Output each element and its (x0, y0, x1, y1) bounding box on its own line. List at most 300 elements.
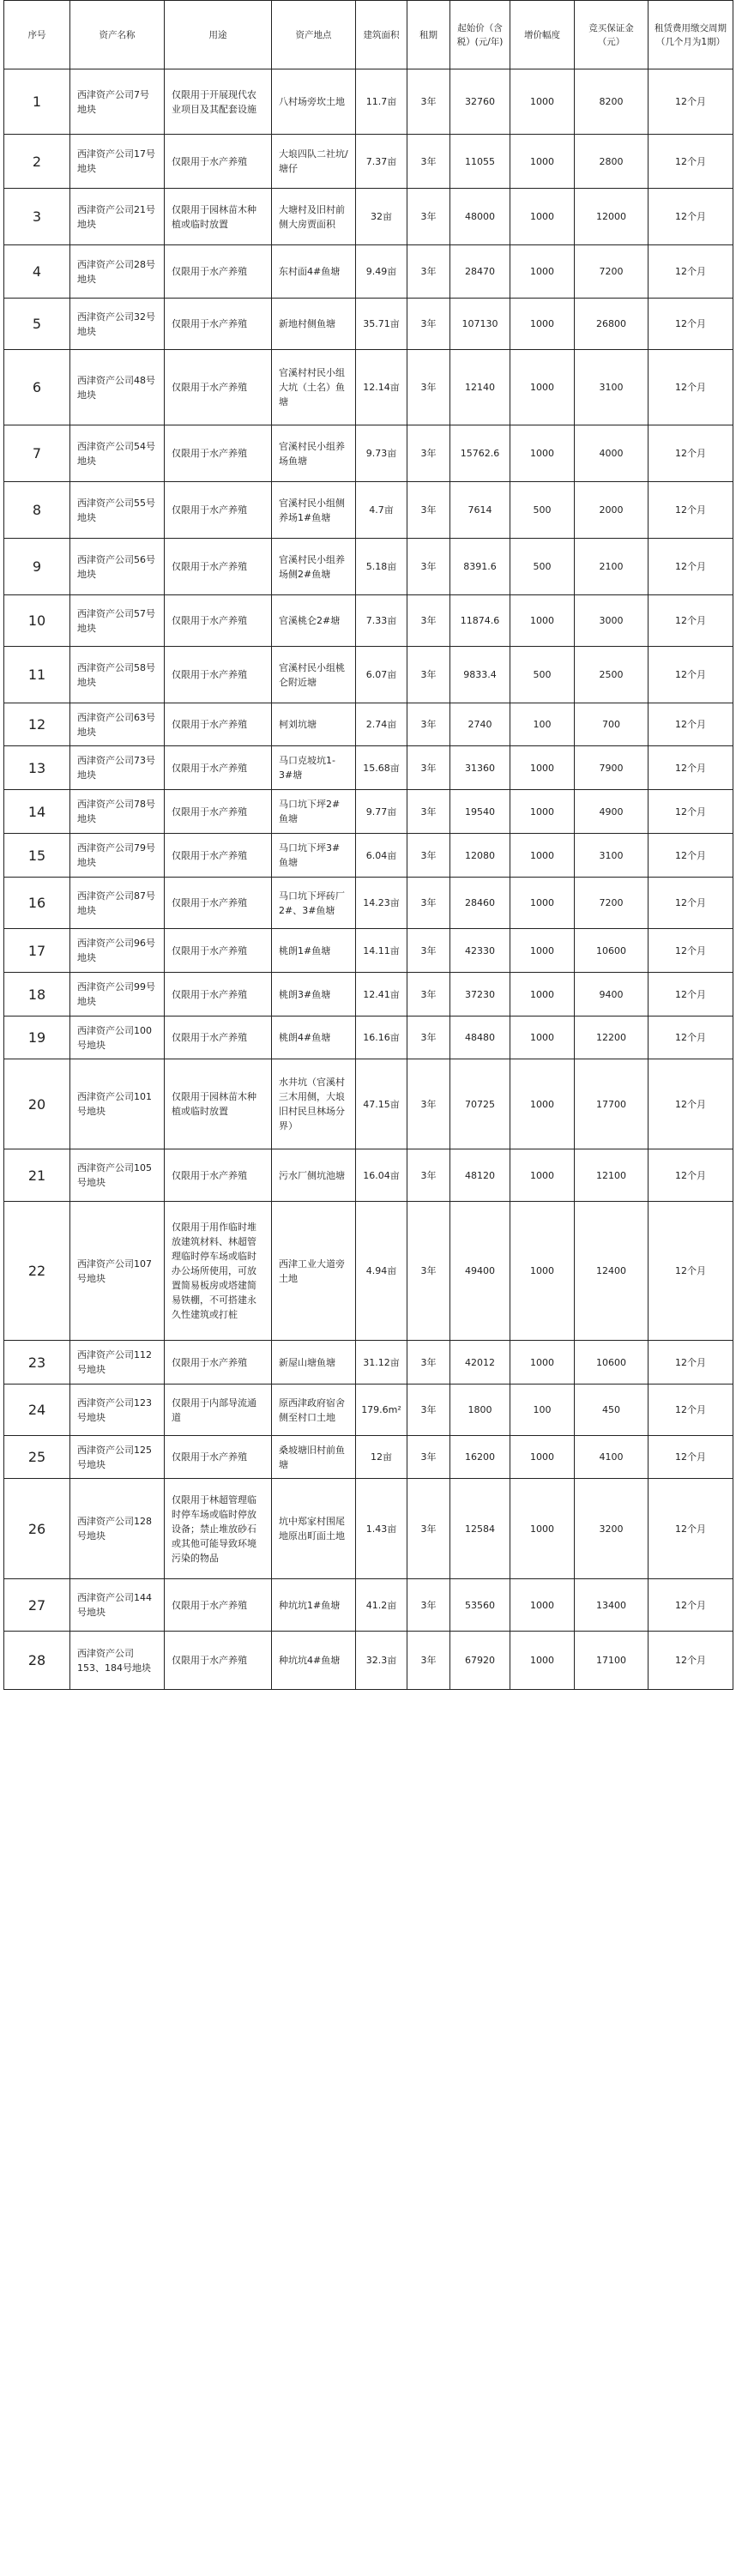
lease-term: 3年 (407, 595, 450, 647)
payment-cycle: 12个月 (649, 929, 733, 973)
lease-term: 3年 (407, 1632, 450, 1690)
starting-price: 16200 (450, 1436, 510, 1479)
payment-cycle: 12个月 (649, 1149, 733, 1202)
starting-price: 42330 (450, 929, 510, 973)
lease-term: 3年 (407, 482, 450, 539)
row-index: 9 (4, 539, 70, 595)
table-row (4, 1436, 733, 1479)
lease-term: 3年 (407, 1479, 450, 1579)
starting-price: 48000 (450, 189, 510, 245)
lease-term: 3年 (407, 1059, 450, 1149)
lease-term: 3年 (407, 929, 450, 973)
starting-price: 15762.6 (450, 425, 510, 482)
lease-term: 3年 (407, 746, 450, 790)
lease-term: 3年 (407, 1579, 450, 1632)
price-increment: 1000 (510, 1341, 575, 1385)
asset-name: 西津资产公司128号地块 (70, 1479, 165, 1579)
asset-name: 西津资产公司144号地块 (70, 1579, 165, 1632)
lease-term: 3年 (407, 350, 450, 425)
lease-term: 3年 (407, 1385, 450, 1436)
asset-location: 桑坡塘旧村前鱼塘 (272, 1436, 356, 1479)
building-area: 7.37亩 (356, 135, 407, 189)
payment-cycle: 12个月 (649, 1579, 733, 1632)
row-index: 23 (4, 1341, 70, 1385)
lease-term: 3年 (407, 703, 450, 746)
lease-term: 3年 (407, 1202, 450, 1341)
table-row (4, 746, 733, 790)
row-index: 8 (4, 482, 70, 539)
building-area: 16.16亩 (356, 1017, 407, 1059)
building-area: 6.04亩 (356, 834, 407, 878)
row-index: 22 (4, 1202, 70, 1341)
row-index: 20 (4, 1059, 70, 1149)
price-increment: 1000 (510, 1436, 575, 1479)
starting-price: 12584 (450, 1479, 510, 1579)
asset-name: 西津资产公司87号地块 (70, 878, 165, 929)
starting-price: 70725 (450, 1059, 510, 1149)
row-index: 18 (4, 973, 70, 1017)
building-area: 7.33亩 (356, 595, 407, 647)
asset-location: 官溪桃仑2#塘 (272, 595, 356, 647)
payment-cycle: 12个月 (649, 834, 733, 878)
asset-location: 桃朗4#鱼塘 (272, 1017, 356, 1059)
header-cell: 资产名称 (70, 1, 165, 69)
usage: 仅限用于水产养殖 (165, 834, 272, 878)
payment-cycle: 12个月 (649, 1436, 733, 1479)
row-index: 3 (4, 189, 70, 245)
starting-price: 7614 (450, 482, 510, 539)
deposit: 12200 (575, 1017, 649, 1059)
building-area: 9.77亩 (356, 790, 407, 834)
building-area: 14.11亩 (356, 929, 407, 973)
price-increment: 100 (510, 1385, 575, 1436)
payment-cycle: 12个月 (649, 299, 733, 350)
deposit: 7900 (575, 746, 649, 790)
payment-cycle: 12个月 (649, 1385, 733, 1436)
deposit: 3200 (575, 1479, 649, 1579)
asset-name: 西津资产公司100号地块 (70, 1017, 165, 1059)
building-area: 2.74亩 (356, 703, 407, 746)
deposit: 450 (575, 1385, 649, 1436)
lease-term: 3年 (407, 1341, 450, 1385)
lease-term: 3年 (407, 299, 450, 350)
deposit: 12100 (575, 1149, 649, 1202)
table-body (4, 69, 733, 1690)
asset-name: 西津资产公司7号地块 (70, 69, 165, 135)
building-area: 15.68亩 (356, 746, 407, 790)
payment-cycle: 12个月 (649, 1479, 733, 1579)
table-row (4, 1385, 733, 1436)
asset-name: 西津资产公司107号地块 (70, 1202, 165, 1341)
deposit: 2000 (575, 482, 649, 539)
starting-price: 1800 (450, 1385, 510, 1436)
price-increment: 1000 (510, 245, 575, 299)
price-increment: 1000 (510, 1149, 575, 1202)
building-area: 4.94亩 (356, 1202, 407, 1341)
header-cell: 建筑面积 (356, 1, 407, 69)
building-area: 4.7亩 (356, 482, 407, 539)
building-area: 47.15亩 (356, 1059, 407, 1149)
asset-location: 官溪村民小组桃仑附近塘 (272, 647, 356, 703)
lease-term: 3年 (407, 425, 450, 482)
asset-name: 西津资产公司63号地块 (70, 703, 165, 746)
usage: 仅限用于内部导流通道 (165, 1385, 272, 1436)
lease-term: 3年 (407, 1436, 450, 1479)
starting-price: 12140 (450, 350, 510, 425)
price-increment: 1000 (510, 1632, 575, 1690)
usage: 仅限用于水产养殖 (165, 929, 272, 973)
usage: 仅限用于开展现代农业项目及其配套设施 (165, 69, 272, 135)
asset-location: 原西津政府宿舍侧至村口土地 (272, 1385, 356, 1436)
asset-location: 污水厂侧坑池塘 (272, 1149, 356, 1202)
table-row (4, 1059, 733, 1149)
asset-name: 西津资产公司79号地块 (70, 834, 165, 878)
table-row (4, 929, 733, 973)
price-increment: 1000 (510, 1017, 575, 1059)
table-row (4, 878, 733, 929)
payment-cycle: 12个月 (649, 245, 733, 299)
row-index: 11 (4, 647, 70, 703)
header-cell: 序号 (4, 1, 70, 69)
header-cell: 资产地点 (272, 1, 356, 69)
usage: 仅限用于水产养殖 (165, 878, 272, 929)
payment-cycle: 12个月 (649, 973, 733, 1017)
row-index: 2 (4, 135, 70, 189)
building-area: 32.3亩 (356, 1632, 407, 1690)
starting-price: 107130 (450, 299, 510, 350)
table-row (4, 135, 733, 189)
usage: 仅限用于水产养殖 (165, 135, 272, 189)
price-increment: 1000 (510, 878, 575, 929)
payment-cycle: 12个月 (649, 482, 733, 539)
header-cell: 租赁费用缴交周期（几个月为1期） (649, 1, 733, 69)
table-row (4, 299, 733, 350)
lease-term: 3年 (407, 973, 450, 1017)
asset-location: 柯刘坑塘 (272, 703, 356, 746)
payment-cycle: 12个月 (649, 1341, 733, 1385)
lease-term: 3年 (407, 245, 450, 299)
deposit: 4000 (575, 425, 649, 482)
asset-location: 马口坑下坪2#鱼塘 (272, 790, 356, 834)
row-index: 5 (4, 299, 70, 350)
payment-cycle: 12个月 (649, 746, 733, 790)
price-increment: 1000 (510, 790, 575, 834)
asset-location: 官溪村民小组养场侧2#鱼塘 (272, 539, 356, 595)
row-index: 1 (4, 69, 70, 135)
building-area: 179.6m² (356, 1385, 407, 1436)
row-index: 14 (4, 790, 70, 834)
lease-term: 3年 (407, 878, 450, 929)
usage: 仅限用于水产养殖 (165, 299, 272, 350)
header-row (4, 1, 733, 69)
asset-name: 西津资产公司54号地块 (70, 425, 165, 482)
payment-cycle: 12个月 (649, 350, 733, 425)
usage: 仅限用于水产养殖 (165, 1017, 272, 1059)
asset-name: 西津资产公司101号地块 (70, 1059, 165, 1149)
table-row (4, 189, 733, 245)
price-increment: 1000 (510, 1059, 575, 1149)
usage: 仅限用于水产养殖 (165, 1632, 272, 1690)
asset-location: 马口克坡坑1-3#塘 (272, 746, 356, 790)
asset-name: 西津资产公司99号地块 (70, 973, 165, 1017)
starting-price: 8391.6 (450, 539, 510, 595)
asset-name: 西津资产公司56号地块 (70, 539, 165, 595)
payment-cycle: 12个月 (649, 595, 733, 647)
starting-price: 37230 (450, 973, 510, 1017)
table-row (4, 1632, 733, 1690)
usage: 仅限用于水产养殖 (165, 245, 272, 299)
asset-name: 西津资产公司125号地块 (70, 1436, 165, 1479)
deposit: 10600 (575, 1341, 649, 1385)
asset-name: 西津资产公司28号地块 (70, 245, 165, 299)
asset-name: 西津资产公司48号地块 (70, 350, 165, 425)
building-area: 9.49亩 (356, 245, 407, 299)
asset-name: 西津资产公司55号地块 (70, 482, 165, 539)
building-area: 41.2亩 (356, 1579, 407, 1632)
price-increment: 500 (510, 647, 575, 703)
building-area: 32亩 (356, 189, 407, 245)
header-cell: 增价幅度 (510, 1, 575, 69)
deposit: 17100 (575, 1632, 649, 1690)
asset-name: 西津资产公司112号地块 (70, 1341, 165, 1385)
building-area: 1.43亩 (356, 1479, 407, 1579)
starting-price: 53560 (450, 1579, 510, 1632)
asset-name: 西津资产公司105号地块 (70, 1149, 165, 1202)
starting-price: 42012 (450, 1341, 510, 1385)
deposit: 9400 (575, 973, 649, 1017)
price-increment: 100 (510, 703, 575, 746)
usage: 仅限用于水产养殖 (165, 790, 272, 834)
asset-location: 东村面4#鱼塘 (272, 245, 356, 299)
table-row (4, 1579, 733, 1632)
table-row (4, 245, 733, 299)
asset-location: 马口坑下坪砖厂2#、3#鱼塘 (272, 878, 356, 929)
row-index: 4 (4, 245, 70, 299)
row-index: 19 (4, 1017, 70, 1059)
asset-location: 大塘村及旧村前侧大房贾面积 (272, 189, 356, 245)
asset-name: 西津资产公司32号地块 (70, 299, 165, 350)
asset-location: 新屋山塘鱼塘 (272, 1341, 356, 1385)
deposit: 26800 (575, 299, 649, 350)
starting-price: 28470 (450, 245, 510, 299)
usage: 仅限用于水产养殖 (165, 647, 272, 703)
asset-location: 桃朗1#鱼塘 (272, 929, 356, 973)
table-row (4, 1017, 733, 1059)
starting-price: 2740 (450, 703, 510, 746)
usage: 仅限用于林超管理临时停车场或临时停放设备；禁止堆放砂石或其他可能导致环境污染的物品 (165, 1479, 272, 1579)
building-area: 6.07亩 (356, 647, 407, 703)
deposit: 3100 (575, 834, 649, 878)
asset-location: 种坑坑1#鱼塘 (272, 1579, 356, 1632)
table-row (4, 350, 733, 425)
payment-cycle: 12个月 (649, 425, 733, 482)
table-row (4, 539, 733, 595)
price-increment: 1000 (510, 135, 575, 189)
payment-cycle: 12个月 (649, 69, 733, 135)
asset-name: 西津资产公司73号地块 (70, 746, 165, 790)
payment-cycle: 12个月 (649, 1059, 733, 1149)
starting-price: 31360 (450, 746, 510, 790)
asset-location: 官溪村村民小组大坑（土名）鱼塘 (272, 350, 356, 425)
lease-term: 3年 (407, 69, 450, 135)
building-area: 11.7亩 (356, 69, 407, 135)
deposit: 700 (575, 703, 649, 746)
deposit: 2100 (575, 539, 649, 595)
table-row (4, 1202, 733, 1341)
lease-term: 3年 (407, 189, 450, 245)
price-increment: 1000 (510, 69, 575, 135)
deposit: 7200 (575, 245, 649, 299)
building-area: 16.04亩 (356, 1149, 407, 1202)
usage: 仅限用于水产养殖 (165, 746, 272, 790)
price-increment: 1000 (510, 299, 575, 350)
price-increment: 1000 (510, 834, 575, 878)
price-increment: 1000 (510, 1579, 575, 1632)
row-index: 25 (4, 1436, 70, 1479)
row-index: 27 (4, 1579, 70, 1632)
header-cell: 用途 (165, 1, 272, 69)
price-increment: 1000 (510, 1479, 575, 1579)
starting-price: 28460 (450, 878, 510, 929)
header-cell: 租期 (407, 1, 450, 69)
asset-name: 西津资产公司58号地块 (70, 647, 165, 703)
header-cell: 起始价（含税）(元/年) (450, 1, 510, 69)
starting-price: 11055 (450, 135, 510, 189)
usage: 仅限用于园林苗木种植或临时放置 (165, 189, 272, 245)
starting-price: 49400 (450, 1202, 510, 1341)
asset-location: 新地村侧鱼塘 (272, 299, 356, 350)
lease-term: 3年 (407, 1149, 450, 1202)
deposit: 12400 (575, 1202, 649, 1341)
lease-term: 3年 (407, 135, 450, 189)
asset-name: 西津资产公司17号地块 (70, 135, 165, 189)
asset-location: 桃朗3#鱼塘 (272, 973, 356, 1017)
starting-price: 48480 (450, 1017, 510, 1059)
usage: 仅限用于园林苗木种植或临时放置 (165, 1059, 272, 1149)
price-increment: 1000 (510, 595, 575, 647)
asset-name: 西津资产公司153、184号地块 (70, 1632, 165, 1690)
price-increment: 1000 (510, 425, 575, 482)
usage: 仅限用于水产养殖 (165, 482, 272, 539)
usage: 仅限用于水产养殖 (165, 350, 272, 425)
starting-price: 48120 (450, 1149, 510, 1202)
row-index: 10 (4, 595, 70, 647)
payment-cycle: 12个月 (649, 539, 733, 595)
payment-cycle: 12个月 (649, 790, 733, 834)
table-row (4, 647, 733, 703)
price-increment: 1000 (510, 1202, 575, 1341)
starting-price: 32760 (450, 69, 510, 135)
lease-term: 3年 (407, 539, 450, 595)
asset-location: 官溪村民小组养场鱼塘 (272, 425, 356, 482)
usage: 仅限用于水产养殖 (165, 425, 272, 482)
deposit: 4900 (575, 790, 649, 834)
price-increment: 1000 (510, 929, 575, 973)
row-index: 24 (4, 1385, 70, 1436)
asset-name: 西津资产公司96号地块 (70, 929, 165, 973)
price-increment: 1000 (510, 189, 575, 245)
usage: 仅限用于水产养殖 (165, 1579, 272, 1632)
asset-name: 西津资产公司78号地块 (70, 790, 165, 834)
table-row (4, 482, 733, 539)
lease-table (3, 0, 733, 1690)
usage: 仅限用于水产养殖 (165, 1149, 272, 1202)
payment-cycle: 12个月 (649, 1632, 733, 1690)
building-area: 12.14亩 (356, 350, 407, 425)
building-area: 5.18亩 (356, 539, 407, 595)
table-row (4, 69, 733, 135)
building-area: 12亩 (356, 1436, 407, 1479)
asset-location: 马口坑下坪3#鱼塘 (272, 834, 356, 878)
deposit: 12000 (575, 189, 649, 245)
usage: 仅限用于用作临时堆放建筑材料、林超管理临时停车场或临时办公场所使用，可放置简易板房或塔建简易铁棚，不可搭建永久性建筑或打桩 (165, 1202, 272, 1341)
deposit: 3000 (575, 595, 649, 647)
lease-term: 3年 (407, 1017, 450, 1059)
header-cell: 竞买保证金（元） (575, 1, 649, 69)
asset-location: 八村场旁坎土地 (272, 69, 356, 135)
row-index: 6 (4, 350, 70, 425)
price-increment: 1000 (510, 973, 575, 1017)
deposit: 2500 (575, 647, 649, 703)
row-index: 17 (4, 929, 70, 973)
asset-name: 西津资产公司21号地块 (70, 189, 165, 245)
deposit: 13400 (575, 1579, 649, 1632)
usage: 仅限用于水产养殖 (165, 1436, 272, 1479)
lease-term: 3年 (407, 834, 450, 878)
row-index: 15 (4, 834, 70, 878)
table-row (4, 1479, 733, 1579)
usage: 仅限用于水产养殖 (165, 595, 272, 647)
usage: 仅限用于水产养殖 (165, 703, 272, 746)
starting-price: 9833.4 (450, 647, 510, 703)
starting-price: 11874.6 (450, 595, 510, 647)
price-increment: 1000 (510, 746, 575, 790)
table-row (4, 834, 733, 878)
payment-cycle: 12个月 (649, 189, 733, 245)
deposit: 8200 (575, 69, 649, 135)
table-row (4, 790, 733, 834)
usage: 仅限用于水产养殖 (165, 973, 272, 1017)
payment-cycle: 12个月 (649, 647, 733, 703)
row-index: 7 (4, 425, 70, 482)
deposit: 17700 (575, 1059, 649, 1149)
deposit: 10600 (575, 929, 649, 973)
building-area: 35.71亩 (356, 299, 407, 350)
asset-location: 大埌四队二社坑/塘仔 (272, 135, 356, 189)
price-increment: 500 (510, 482, 575, 539)
asset-location: 坑中郑家村围尾地原出町面土地 (272, 1479, 356, 1579)
table-row (4, 595, 733, 647)
building-area: 31.12亩 (356, 1341, 407, 1385)
asset-location: 水井坑（官溪村三木用侧，大埌旧村民旦林场分界） (272, 1059, 356, 1149)
usage: 仅限用于水产养殖 (165, 1341, 272, 1385)
deposit: 7200 (575, 878, 649, 929)
payment-cycle: 12个月 (649, 1202, 733, 1341)
payment-cycle: 12个月 (649, 1017, 733, 1059)
payment-cycle: 12个月 (649, 878, 733, 929)
asset-name: 西津资产公司123号地块 (70, 1385, 165, 1436)
deposit: 4100 (575, 1436, 649, 1479)
asset-location: 官溪村民小组侧养场1#鱼塘 (272, 482, 356, 539)
price-increment: 500 (510, 539, 575, 595)
table-row (4, 1149, 733, 1202)
starting-price: 19540 (450, 790, 510, 834)
asset-name: 西津资产公司57号地块 (70, 595, 165, 647)
deposit: 2800 (575, 135, 649, 189)
asset-location: 西津工业大道旁土地 (272, 1202, 356, 1341)
lease-term: 3年 (407, 790, 450, 834)
price-increment: 1000 (510, 350, 575, 425)
